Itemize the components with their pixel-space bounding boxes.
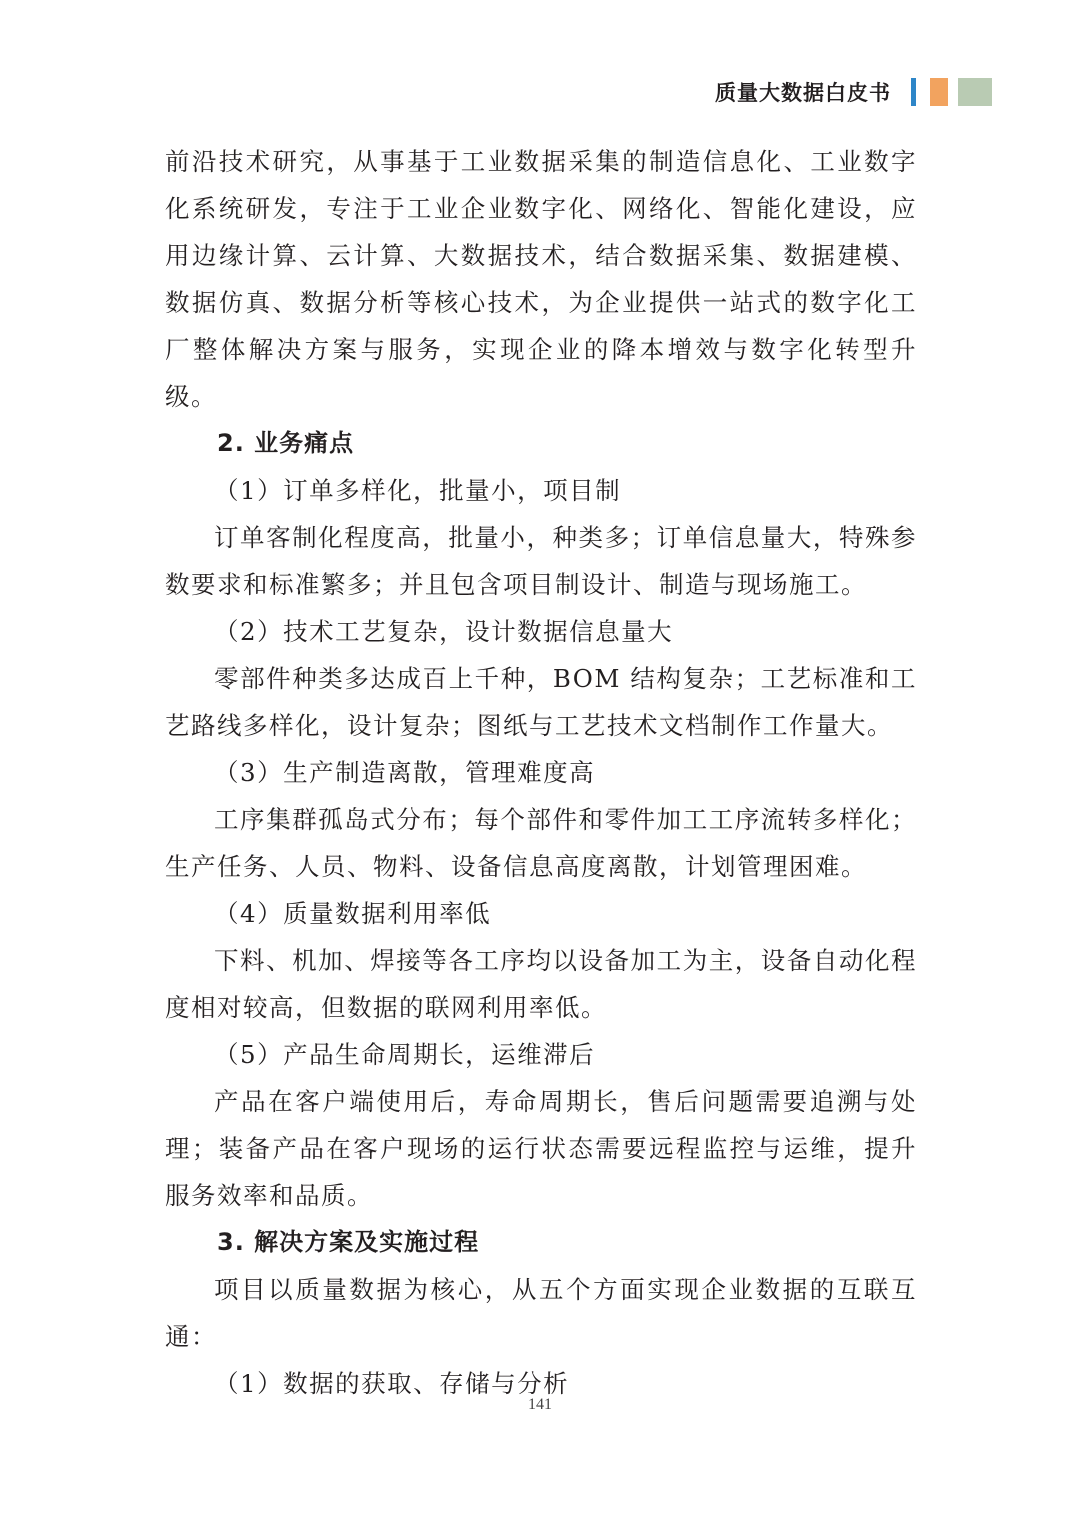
header-title: 质量大数据白皮书 (715, 81, 891, 105)
section-heading-solution: 3. 解决方案及实施过程 (217, 1228, 480, 1256)
page-body (165, 138, 917, 1407)
section-heading-pain-points: 2. 业务痛点 (217, 429, 355, 457)
intro-paragraph: 前沿技术研究，从事基于工业数据采集的制造信息化、工业数字化系统研发，专注于工业企业数字化、网络化、智能化建设，应用边缘计算、云计算、大数据技术，结合数据采集、数据建模、数据仿真、数据分析等核心技术，为企业提供一站式的数字化工厂整体解决方案与服务，实现企业的降本增效与数字化转型升级。 (165, 147, 917, 411)
paragraph-6: 项目以质量数据为核心，从五个方面实现企业数据的互联互通： (165, 1275, 917, 1351)
subheading-3: （3）生产制造离散，管理难度高 (214, 758, 596, 787)
header-bar-blue (911, 78, 916, 106)
subheading-1: （1）订单多样化，批量小，项目制 (214, 476, 622, 505)
subheading-4: （4）质量数据利用率低 (214, 899, 492, 928)
page-number: 141 (528, 1396, 552, 1413)
subheading-2: （2）技术工艺复杂，设计数据信息量大 (214, 617, 674, 646)
paragraph-1: 订单客制化程度高，批量小，种类多；订单信息量大，特殊参数要求和标准繁多；并且包含项目制设计、制造与现场施工。 (165, 523, 917, 599)
subheading-6: （1）数据的获取、存储与分析 (214, 1369, 570, 1398)
header-bar-orange (930, 78, 948, 106)
paragraph-3: 工序集群孤岛式分布；每个部件和零件加工工序流转多样化；生产任务、人员、物料、设备信息高度离散，计划管理困难。 (165, 805, 917, 881)
paragraph-5: 产品在客户端使用后，寿命周期长，售后问题需要追溯与处理；装备产品在客户现场的运行状态需要远程监控与运维，提升服务效率和品质。 (165, 1087, 917, 1210)
subheading-5: （5）产品生命周期长，运维滞后 (214, 1040, 596, 1069)
page-header (715, 76, 992, 108)
header-color-bars (911, 78, 992, 106)
paragraph-4: 下料、机加、焊接等各工序均以设备加工为主，设备自动化程度相对较高，但数据的联网利用率低。 (165, 946, 917, 1022)
header-bar-green (958, 78, 992, 106)
paragraph-2: 零部件种类多达成百上千种，BOM 结构复杂；工艺标准和工艺路线多样化，设计复杂；图纸与工艺技术文档制作工作量大。 (165, 664, 917, 740)
